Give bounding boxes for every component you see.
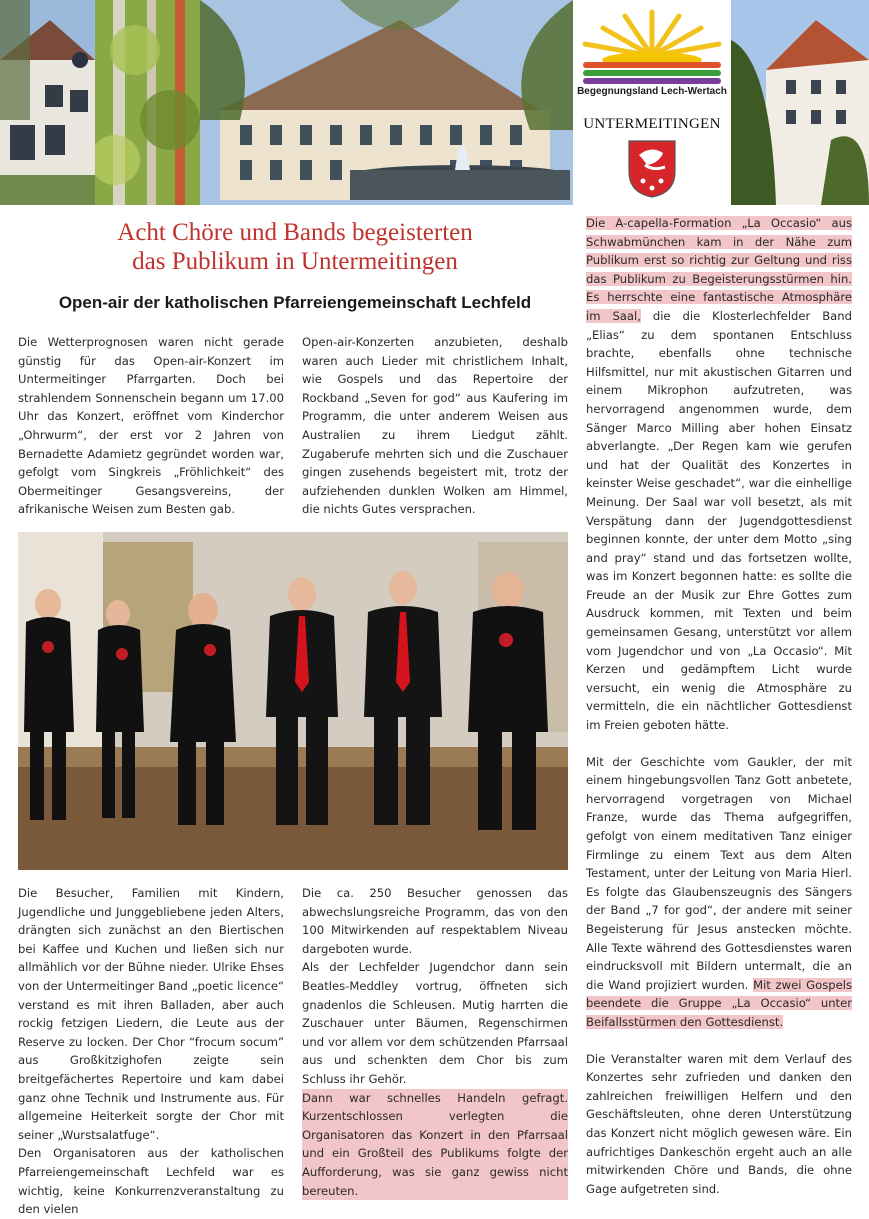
concert-photo — [18, 532, 568, 870]
highlighted-paragraph: Dann war schnelles Handeln gefragt. Kurzentschlossen verlegten die Organisatoren das Konzert in den Pfarrsaal und ein Großteil des Publikums folgte der Aufforderung, was sie ganz gewiss nicht bereuten. — [302, 1089, 568, 1201]
paragraph: Die Veranstalter waren mit dem Verlauf des Konzertes sehr zufrieden und danken den zahlreichen freiwilligen Helfern und den Geschäftsleuten, ohne deren Unterstützung das Konzert nicht möglich gewesen wäre. Ein aufrichtiges Dankeschön ergeht auch an alle mitwirkenden Chöre und Bands, die ohne Gage aufgetreten sind. — [586, 1051, 852, 1196]
column-1-bottom — [18, 884, 284, 1219]
paragraph: Die ca. 250 Besucher genossen das abwechslungsreiche Programm, das von den 100 Mitwirkenden auf respektablem Niveau dargeboten wurde. — [302, 886, 568, 956]
photo-birch-trees — [95, 0, 200, 205]
article-subheadline: Open-air der katholischen Pfarreiengemeinschaft Lechfeld — [58, 293, 532, 312]
paragraph-text: die die Klosterlechfelder Band „Elias“ zu dem spontanen Entschluss brachte, ebenfalls ohne technische Hilfsmittel, nur mit akustischen Gitarren und einem Mikrophon aufzutreten, was hervorragend angenommen wurde, dem Sänger Marco Milling aber hohen Einsatz abverlangte. „Der Regen kam wie gerufen und hat der Qualität des Konzertes in keinster Weise geschadet“, war die einhellige Meinung. Der Saal war voll besetzt, als mit Verspätung dann der Jugendgottesdienst beginnen konnte, der unter dem Motto „sing and pray“ stand und das fortsetzen wollte, was im Konzert begonnen hatte: es sollte die Freude an der Musik zur Ehre Gottes zum Ausdruck kommen, mit Texten und beim gemeinsamen Gesang, unterstützt vor allem vom Jugendchor und von „La Occasio“. Mit Kerzen und gedämpftem Licht wurde versucht, ein wenig die Atmosphäre zu vermitteln, die ein nächtlicher Gottesdienst im Freien geboten hätte. — [586, 308, 852, 733]
sun-rays-icon — [573, 4, 731, 86]
paragraph: Den Organisatoren aus der katholischen Pfarreiengemeinschaft Lechfeld war es wichtig, keine Konkurrenzveranstaltung zu den vielen — [18, 1146, 284, 1217]
paragraph-text: Mit der Geschichte vom Gaukler, der mit einem hingebungsvollen Tanz Gott anbetete, hervorragend vorgetragen von Michael Franze, wurde das Thema aufgegriffen, gefolgt von einem meditativen Tanz einiger Firmlinge zu einem Text aus dem Alten Testament, unter der Leitung von Maria Hierl. Es folgte das Glaubenszeugnis des Sängers der Band „7 for god“, der andere mit seiner Begeisterung für Jesus anstecken möchte. Alle Texte während des Gottesdienstes waren eindrucksvoll mit Bildern untermalt, die an die Wand projiziert wurden. — [586, 754, 852, 992]
article-headline — [30, 218, 560, 276]
town-logo — [573, 4, 731, 200]
paragraph: Die Besucher, Familien mit Kindern, Jugendliche und Junggebliebene jeden Alters, drängten sich zunächst an den Biertischen bei Kaffee und Kuchen und ließen sich nur allmählich vor der Bühne nieder. Ulrike Ehses von der Untermeitinger Band „poetic licence“ verstand es mit ihren Balladen, aber auch rockig fetzigen Liedern, die Leute aus der Reserve zu locken. Der Chor “frocum socum” aus Großkitzighofen zeigte sein breitgefächertes Repertoire und kam dabei ganz ohne Technik und Instrumente aus. Für allgemeine Heiterkeit sorgte der Chor mit seiner „Wurstsalatfuge“. — [18, 886, 284, 1142]
column-1-top — [18, 333, 284, 519]
column-3 — [586, 214, 852, 1198]
paragraph: Die Wetterprognosen waren nicht gerade günstig für das Open-air-Konzert im Untermeitinger Pfarrgarten. Doch bei strahlendem Sonnenschein begann um 17.00 Uhr das Konzert, eröffnet vom Kinderchor „Ohrwurm“, der erst vor 2 Jahren von Bernadette Adamietz gegründet worden war, gefolgt vom Singkreis „Fröhlichkeit“ des Obermeitinger Gesangsvereins, der afrikanische Weisen zum Besten gab. — [18, 335, 284, 517]
photo-white-building — [0, 0, 95, 205]
headline-line-2: das Publikum in Untermeitingen — [132, 248, 458, 275]
paragraph — [586, 214, 852, 735]
column-2-bottom — [302, 884, 568, 1200]
header-photo-strip — [0, 0, 869, 205]
paragraph: Als der Lechfelder Jugendchor dann sein Beatles-Meddley vortrug, öffneten sich gnadenlos die Schleusen. Mutig harrten die Zuschauer unter Bäumen, Regenschirmen und vor allem vor dem schützenden Pfarrsaal aus und schenkten dem Chor bis zum Schluss ihr Gehör. — [302, 960, 568, 1086]
photo-parish-building — [200, 0, 573, 205]
paragraph: Open-air-Konzerten anzubieten, deshalb waren auch Lieder mit christlichem Inhalt, wie Gospels und das Repertoire der Rockband „Seven for god“ aus Kaufering im Programm, die unter anderem Weisen aus Australien zu ihrem Liedgut zählt. Zugaberufe mehrten sich und die Zuschauer gingen zusehends begeistert mit, trotz der aufziehenden dunklen Wolken am Himmel, die nichts Gutes versprachen. — [302, 335, 568, 517]
logo-caption: Begegnungsland Lech-Wertach — [577, 86, 727, 97]
column-2-top — [302, 333, 568, 519]
paragraph — [586, 753, 852, 1032]
paragraph-gap — [586, 1032, 852, 1050]
photo-castle-building — [731, 0, 869, 205]
coat-of-arms-icon — [573, 137, 731, 199]
town-name: UNTERMEITINGEN — [583, 116, 721, 132]
paragraph-gap — [586, 735, 852, 753]
highlighted-text: Die A-capella-Formation „La Occasio“ aus Schwabmünchen kam in der Nähe zum Publikum erst so richtig zur Geltung und riss das Publikum zu Begeisterungsstürmen hin. Es herrschte eine fantastische Atmosphäre im Saal, — [586, 216, 852, 323]
highlighted-text: Mit zwei Gospels beendete die Gruppe „La Occasio“ unter Beifallsstürmen den Gottesdienst. — [586, 977, 852, 1029]
headline-line-1: Acht Chöre und Bands begeisterten — [117, 219, 473, 246]
